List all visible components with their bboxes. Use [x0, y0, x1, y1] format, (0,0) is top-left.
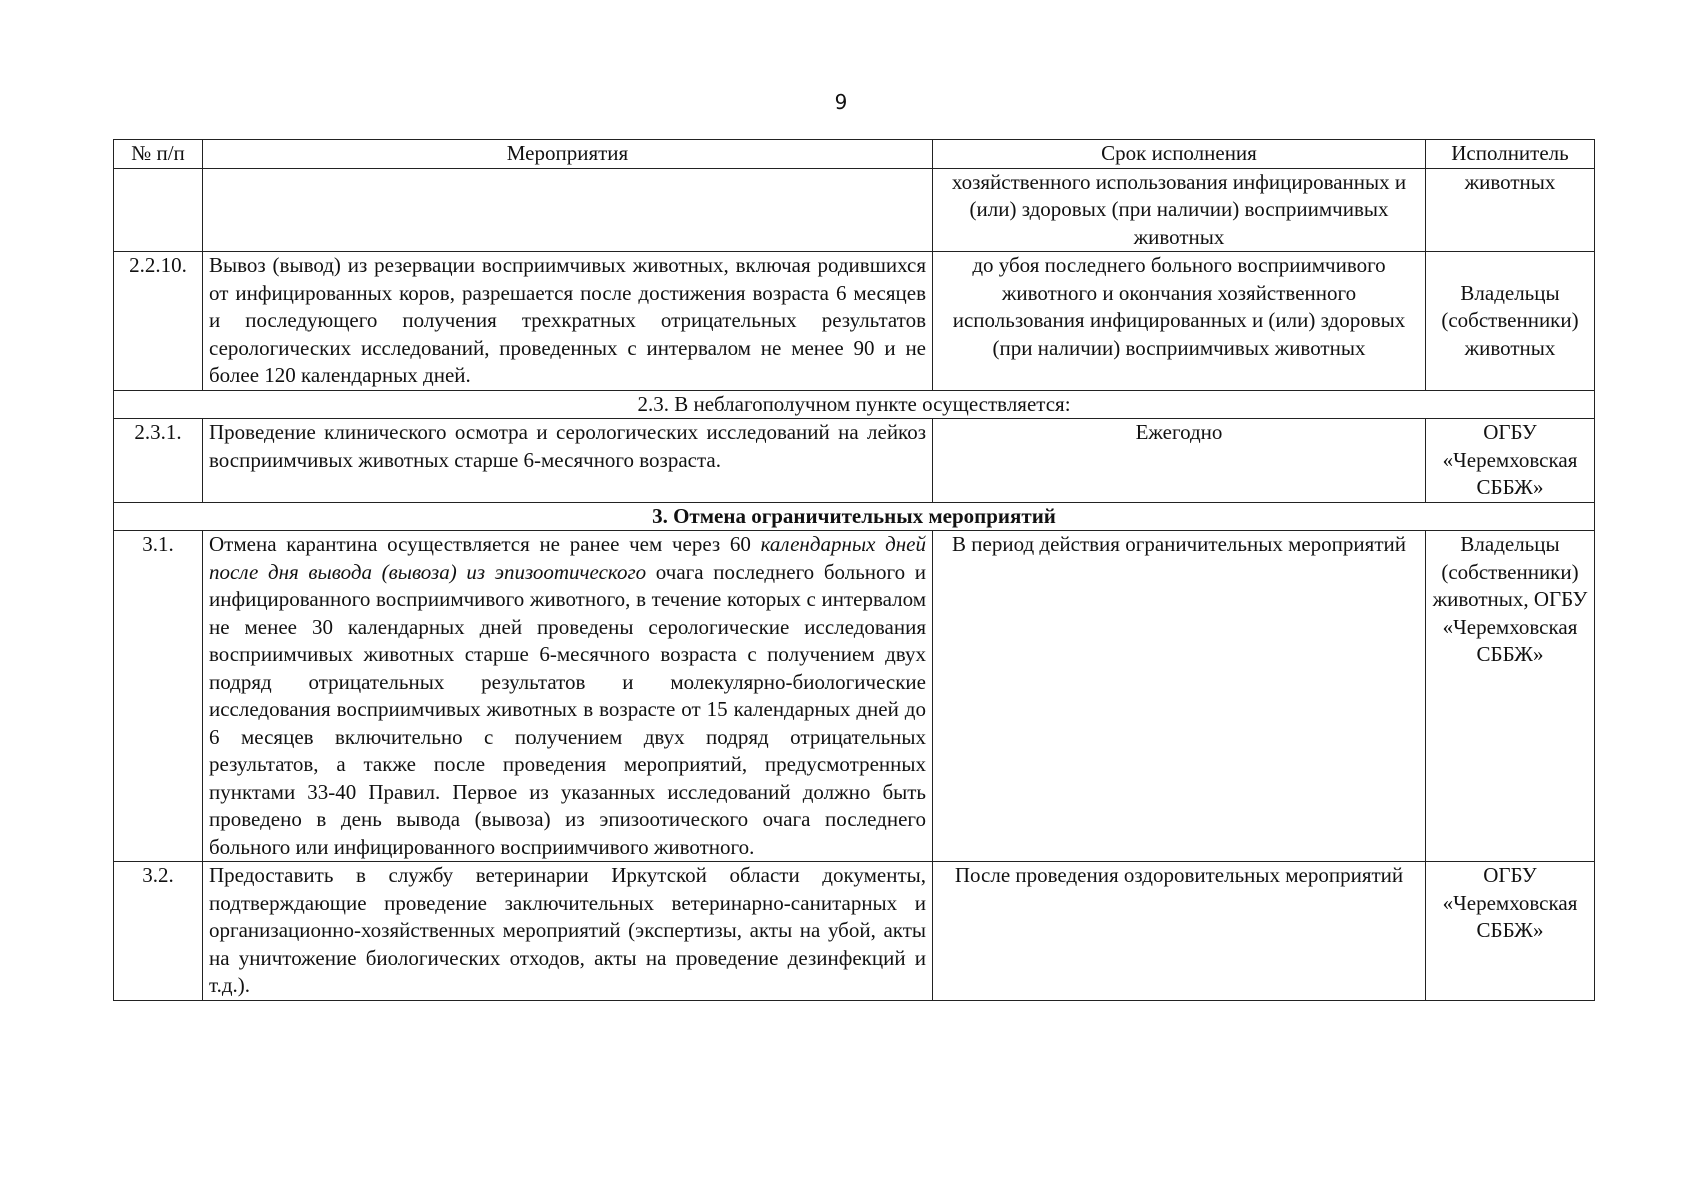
cell-term: хозяйственного использования инфицированных и (или) здоровых (при наличии) восприимчивых животных [933, 168, 1426, 252]
cell-executor: Владельцы (собственники) животных [1426, 252, 1595, 391]
cell-executor: животных [1426, 168, 1595, 252]
cell-num [114, 168, 203, 252]
activity-text-italic: календарных дней после дня вывода (вывоза) из эпизоотического [209, 532, 926, 584]
header-term: Срок исполнения [933, 140, 1426, 169]
cell-executor: ОГБУ «Черемховская СББЖ» [1426, 862, 1595, 1001]
activity-text: Отмена карантина осуществляется не ранее чем через 60 [209, 532, 761, 556]
cell-num: 2.3.1. [114, 419, 203, 503]
header-executor: Исполнитель [1426, 140, 1595, 169]
table-row-continuation [114, 168, 1595, 252]
cell-num: 3.1. [114, 531, 203, 862]
header-num: № п/п [114, 140, 203, 169]
table-header-row [114, 140, 1595, 169]
table-row-2-2-10 [114, 252, 1595, 391]
cell-executor: Владельцы (собственники) животных, ОГБУ «Черемховская СББЖ» [1426, 531, 1595, 862]
cell-term: Ежегодно [933, 419, 1426, 503]
cell-term: В период действия ограничительных мероприятий [933, 531, 1426, 862]
cell-activity [203, 168, 933, 252]
section-row-2-3 [114, 390, 1595, 419]
table-row-2-3-1 [114, 419, 1595, 503]
activity-text: очага последнего больного и инфицированного восприимчивого животного, в течение которых с интервалом не менее 30 календарных дней проведены серологические исследования восприимчивых животных старше 6-месячного возраста с получением двух подряд отрицательных результатов и молекулярно-биологические исследования восприимчивых животных в возрасте от 15 календарных дней до 6 месяцев включительно с получением двух подряд отрицательных результатов, а также после проведения мероприятий, предусмотренных пунктами 33-40 Правил. Первое из указанных исследований должно быть проведено в день вывода (вывоза) из эпизоотического очага последнего больного или инфицированного восприимчивого животного. [209, 559, 927, 859]
measures-table [113, 139, 1595, 1001]
cell-activity: Проведение клинического осмотра и серологических исследований на лейкоз восприимчивых животных старше 6-месячного возраста. [203, 419, 933, 503]
cell-num: 3.2. [114, 862, 203, 1001]
cell-num: 2.2.10. [114, 252, 203, 391]
section-row-3 [114, 502, 1595, 531]
cell-term: до убоя последнего больного восприимчивого животного и окончания хозяйственного использования инфицированных и (или) здоровых (при наличии) восприимчивых животных [933, 252, 1426, 391]
page-number: 9 [834, 90, 848, 114]
cell-activity: Предоставить в службу ветеринарии Иркутской области документы, подтверждающие проведение заключительных ветеринарно-санитарных и организационно-хозяйственных мероприятий (экспертизы, акты на убой, акты на уничтожение биологических отходов, акты на проведение дезинфекций и т.д.). [203, 862, 933, 1001]
section-heading: 2.3. В неблагополучном пункте осуществляется: [114, 390, 1595, 419]
cell-activity [203, 531, 933, 862]
table-row-3-1 [114, 531, 1595, 862]
section-heading: 3. Отмена ограничительных мероприятий [114, 502, 1595, 531]
table-row-3-2 [114, 862, 1595, 1001]
cell-executor: ОГБУ «Черемховская СББЖ» [1426, 419, 1595, 503]
header-activity: Мероприятия [203, 140, 933, 169]
cell-activity: Вывоз (вывод) из резервации восприимчивых животных, включая родившихся от инфицированных коров, разрешается после достижения возраста 6 месяцев и последующего получения трехкратных отрицательных результатов серологических исследований, проведенных с интервалом не менее 90 и не более 120 календарных дней. [203, 252, 933, 391]
cell-term: После проведения оздоровительных мероприятий [933, 862, 1426, 1001]
